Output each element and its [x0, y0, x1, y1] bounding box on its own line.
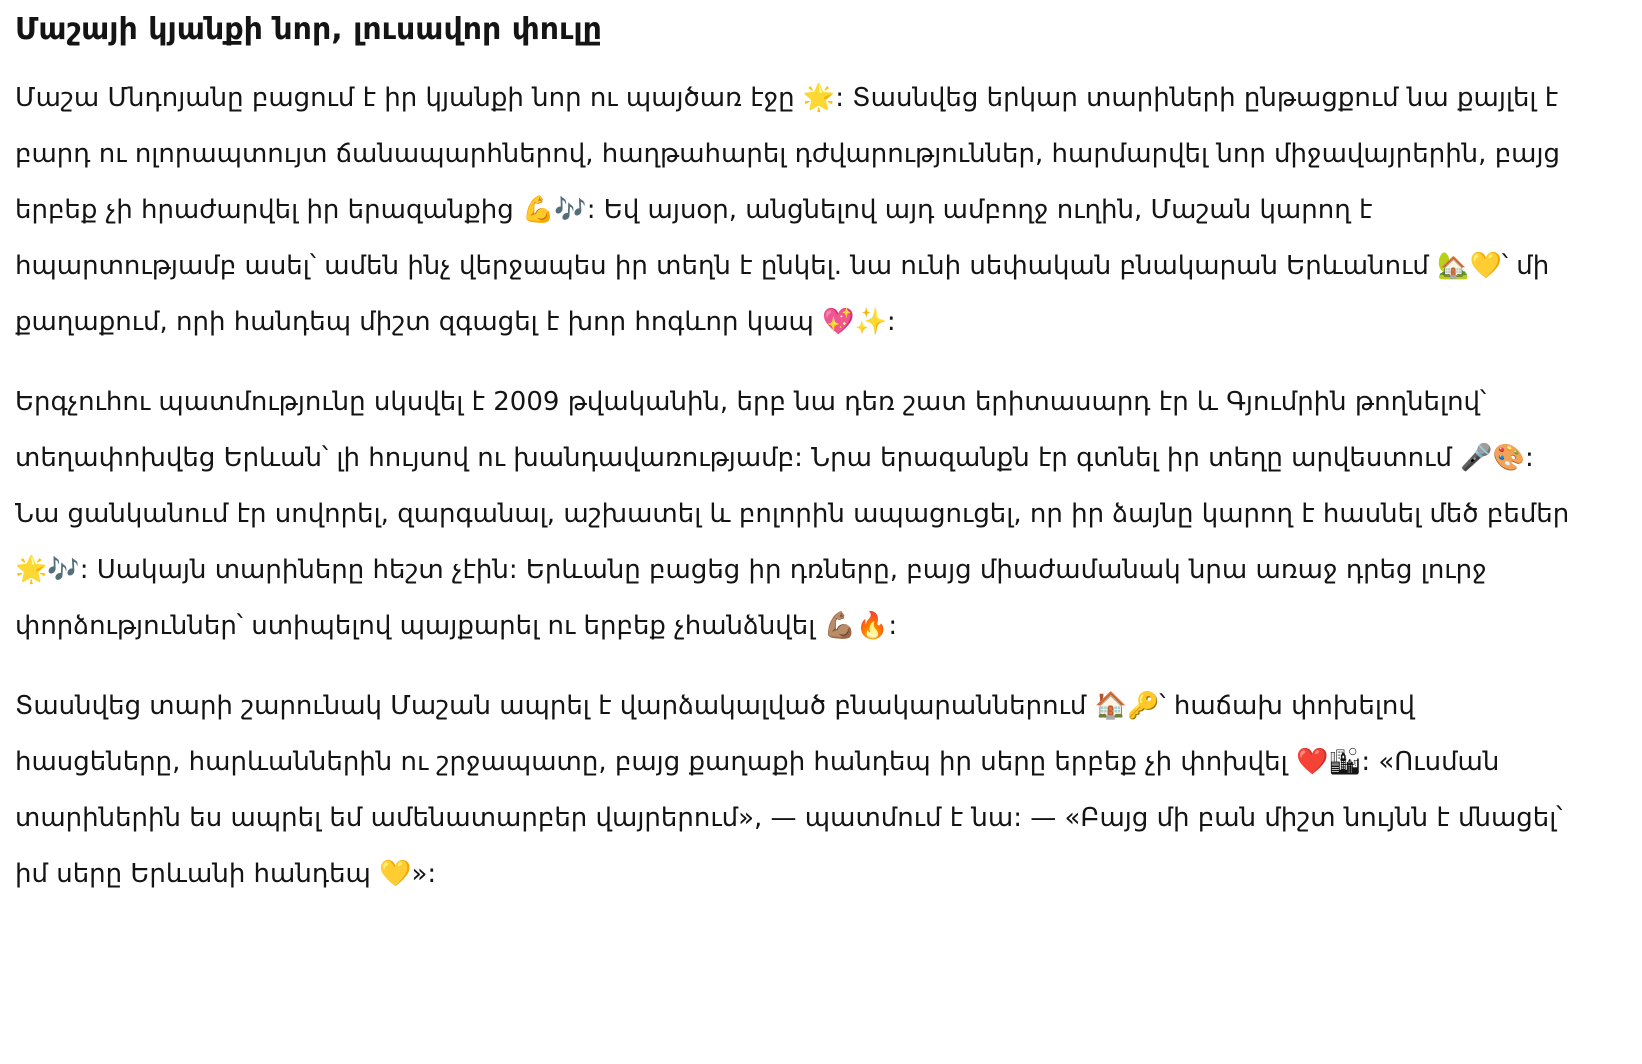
article-paragraph-3: Տասնվեց տարի շարունակ Մաշան ապրել է վարձակալված բնակարաններում 🏠🔑՝ հաճախ փոխելով հասցեները, հարևաններին ու շրջապատը, բայց քաղաքի հանդեպ իր սերը երբեք չի փոխվել ❤️🏙: «Ուսման տարիներին ես ապրել եմ ամենատարբեր վայրերում», — պատմում է նա: — «Բայց մի բան միշտ նույնն է մնացել՝ իմ սերը Երևանի հանդեպ 💛»: — [15, 691, 1563, 889]
article-title: Մաշայի կյանքի նոր, լուսավոր փուլը — [15, 12, 602, 47]
article-paragraph-1: Մաշա Մնդոյանը բացում է իր կյանքի նոր ու պայծառ էջը 🌟: Տասնվեց երկար տարիների ընթացքում նա քայլել է բարդ ու ոլորապտույտ ճանապարհներով, հաղթահարել դժվարություններ, հարմարվել նոր միջավայրերին, բայց երբեք չի հրաժարվել իր երազանքից 💪🎶: Եվ այսօր, անցնելով այդ ամբողջ ուղին, Մաշան կարող է հպարտությամբ ասել՝ ամեն ինչ վերջապես իր տեղն է ընկել. նա ունի սեփական բնակարան Երևանում 🏡💛՝ մի քաղաքում, որի հանդեպ միշտ զգացել է խոր հոգևոր կապ 💖✨: — [15, 83, 1561, 337]
article-paragraph-2: Երգչուհու պատմությունը սկսվել է 2009 թվականին, երբ նա դեռ շատ երիտասարդ էր և Գյումրին թողնելով՝ տեղափոխվեց Երևան՝ լի հույսով ու խանդավառությամբ: Նրա երազանքն էր գտնել իր տեղը արվեստում 🎤🎨: Նա ցանկանում էր սովորել, զարգանալ, աշխատել և բոլորին ապացուցել, որ իր ձայնը կարող է հասնել մեծ բեմեր 🌟🎶: Սակայն տարիները հեշտ չէին: Երևանը բացեց իր դռները, բայց միաժամանակ նրա առաջ դրեց լուրջ փորձություններ՝ ստիպելով պայքարել ու երբեք չհանձնվել 💪🏽🔥: — [15, 387, 1570, 641]
